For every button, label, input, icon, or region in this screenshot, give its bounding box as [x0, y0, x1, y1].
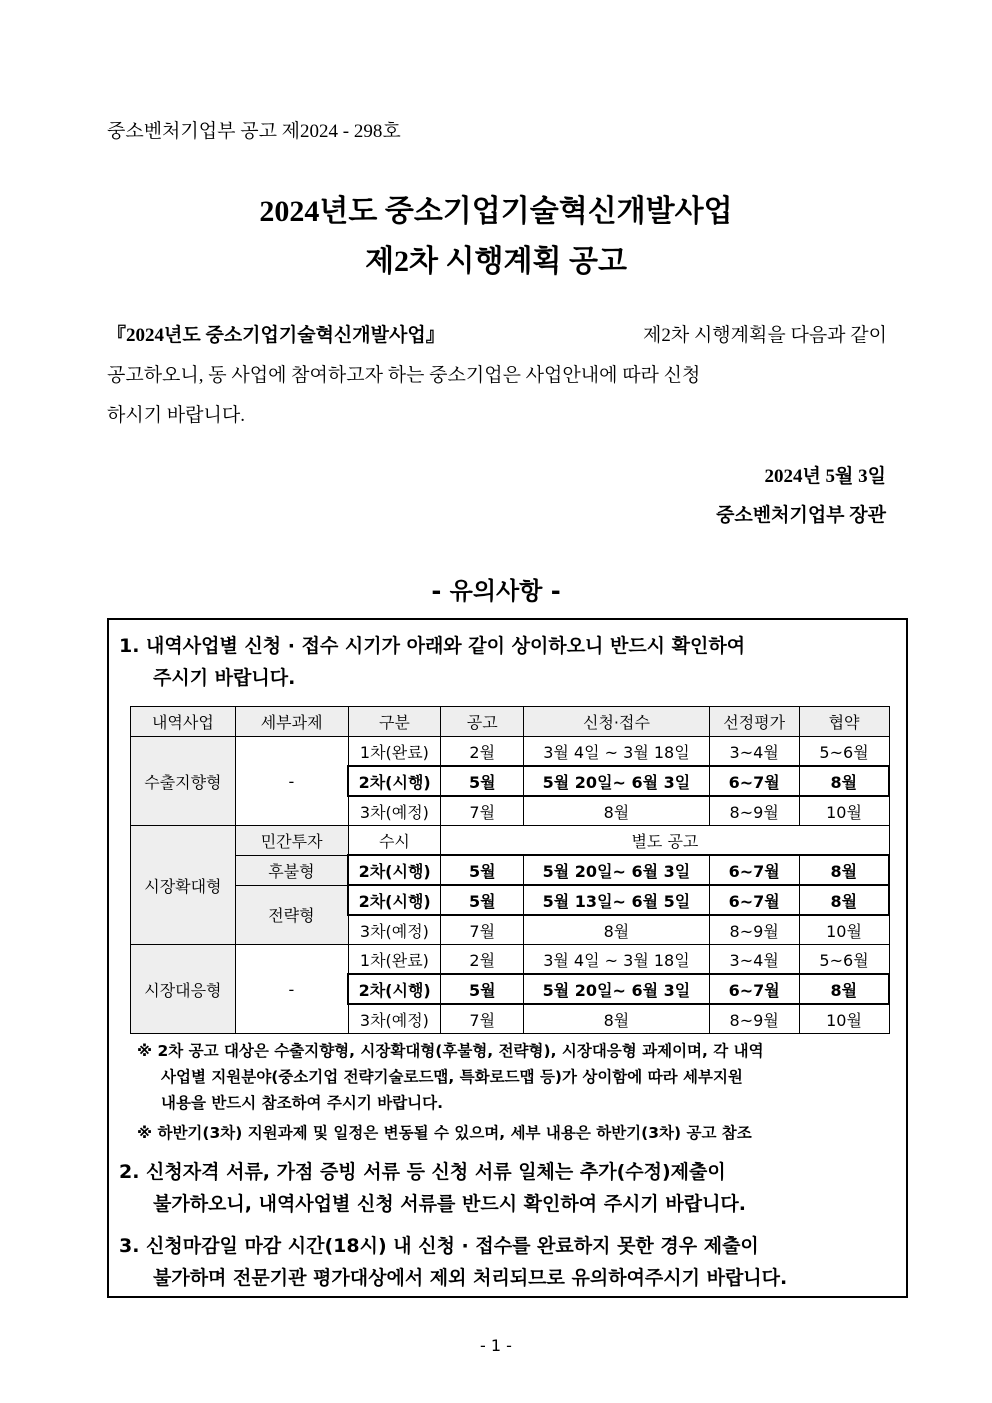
group-cell: 수출지향형 — [131, 737, 236, 826]
table-cell: 별도 공고 — [441, 826, 889, 856]
table-cell: 2차(시행) — [348, 766, 441, 796]
header-cell: 선정평가 — [709, 707, 799, 737]
table-cell: 2차(시행) — [348, 855, 441, 885]
table-cell: 8월 — [799, 974, 889, 1004]
header-cell: 신청·접수 — [524, 707, 710, 737]
table-cell: 6~7월 — [709, 855, 799, 885]
table-row-highlight — [131, 855, 890, 885]
caution-item-2-line-1: 2. 신청자격 서류, 가점 증빙 서류 등 신청 서류 일체는 추가(수정)제출이 — [119, 1161, 726, 1183]
header-cell: 구분 — [348, 707, 441, 737]
schedule-table — [130, 706, 890, 1034]
table-cell: 1차(완료) — [348, 737, 441, 767]
note-1 — [137, 1038, 764, 1116]
table-cell: 2월 — [441, 945, 524, 975]
intro-line-1 — [107, 316, 887, 356]
caution-item-1-line-1: 1. 내역사업별 신청 · 접수 시기가 아래와 같이 상이하오니 반드시 확인하여 — [119, 635, 746, 657]
caution-item-3-line-2: 불가하며 전문기관 평가대상에서 제외 처리되므로 유의하여주시기 바랍니다. — [153, 1267, 788, 1289]
table-row — [131, 945, 890, 975]
table-cell: 8월 — [524, 796, 710, 826]
table-cell: 5월 13일~ 6월 5일 — [524, 885, 710, 915]
page-number: - 1 - — [480, 1336, 512, 1355]
announcement-date: 2024년 5월 3일 — [764, 466, 886, 487]
intro-line-2: 공고하오니, 동 사업에 참여하고자 하는 중소기업은 사업안내에 따라 신청 — [107, 365, 701, 386]
sub-cell: - — [235, 737, 348, 826]
note-1-line-3: 내용을 반드시 참조하여 주시기 바랍니다. — [161, 1094, 444, 1112]
table-cell: 10월 — [799, 796, 889, 826]
notice-number: 중소벤처기업부 공고 제2024 - 298호 — [107, 121, 401, 142]
table-cell: 3차(예정) — [348, 796, 441, 826]
caution-item-2 — [119, 1156, 904, 1220]
group-cell: 시장확대형 — [131, 826, 236, 945]
note-1-line-2: 사업별 지원분야(중소기업 전략기술로드맵, 특화로드맵 등)가 상이함에 따라 세부지원 — [161, 1068, 743, 1086]
table-cell: 3월 4일 ~ 3월 18일 — [524, 945, 710, 975]
table-cell: 5월 — [441, 885, 524, 915]
table-cell: 8~9월 — [709, 1004, 799, 1034]
table-cell: 5월 — [441, 855, 524, 885]
table-cell: 5월 20일~ 6월 3일 — [524, 974, 710, 1004]
table-cell: 3차(예정) — [348, 915, 441, 945]
table-cell: 3~4월 — [709, 945, 799, 975]
caution-item-1 — [119, 630, 904, 694]
table-cell: 5~6월 — [799, 737, 889, 767]
table-cell: 2월 — [441, 737, 524, 767]
table-cell: 6~7월 — [709, 766, 799, 796]
table-cell: 8월 — [799, 855, 889, 885]
table-cell: 8~9월 — [709, 796, 799, 826]
table-row — [131, 826, 890, 856]
note-1-line-1: ※ 2차 공고 대상은 수출지향형, 시장확대형(후불형, 전략형), 시장대응형 과제이며, 각 내역 — [137, 1042, 764, 1060]
caution-item-3 — [119, 1230, 904, 1294]
table-cell: 6~7월 — [709, 974, 799, 1004]
caution-item-1-line-2: 주시기 바랍니다. — [153, 667, 296, 689]
header-cell: 내역사업 — [131, 707, 236, 737]
table-cell: 7월 — [441, 796, 524, 826]
table-cell: 7월 — [441, 1004, 524, 1034]
sub-cell: 후불형 — [235, 855, 348, 885]
table-cell: 5월 — [441, 974, 524, 1004]
intro-paragraph — [107, 316, 887, 436]
sub-cell: 민간투자 — [235, 826, 348, 856]
caution-heading: - 유의사항 - — [431, 577, 561, 605]
table-cell: 1차(완료) — [348, 945, 441, 975]
table-cell: 수시 — [348, 826, 441, 856]
header-cell: 협약 — [799, 707, 889, 737]
issuer-signature: 중소벤처기업부 장관 — [716, 505, 886, 526]
document-title: 2024년도 중소기업기술혁신개발사업 — [259, 195, 733, 228]
table-cell: 5월 — [441, 766, 524, 796]
table-cell: 5~6월 — [799, 945, 889, 975]
table-cell: 8~9월 — [709, 915, 799, 945]
caution-item-3-line-1: 3. 신청마감일 마감 시간(18시) 내 신청 · 접수를 완료하지 못한 경우 제출이 — [119, 1235, 759, 1257]
table-cell: 3월 4일 ~ 3월 18일 — [524, 737, 710, 767]
table-cell: 7월 — [441, 915, 524, 945]
table-cell: 10월 — [799, 915, 889, 945]
program-name: 『2024년도 중소기업기술혁신개발사업』 — [107, 325, 445, 346]
group-cell: 시장대응형 — [131, 945, 236, 1034]
caution-item-2-line-2: 불가하오니, 내역사업별 신청 서류를 반드시 확인하여 주시기 바랍니다. — [153, 1193, 747, 1215]
table-cell: 3~4월 — [709, 737, 799, 767]
intro-line-1-rest: 제2차 시행계획을 다음과 같이 — [643, 325, 887, 346]
header-cell: 세부과제 — [235, 707, 348, 737]
table-cell: 2차(시행) — [348, 885, 441, 915]
note-2: ※ 하반기(3차) 지원과제 및 일정은 변동될 수 있으며, 세부 내용은 하반기(3차) 공고 참조 — [137, 1124, 752, 1142]
document-subtitle: 제2차 시행계획 공고 — [365, 245, 627, 278]
table-cell: 8월 — [799, 766, 889, 796]
table-cell: 8월 — [799, 885, 889, 915]
table-cell: 5월 20일~ 6월 3일 — [524, 855, 710, 885]
table-cell: 10월 — [799, 1004, 889, 1034]
table-cell: 8월 — [524, 1004, 710, 1034]
table-cell: 2차(시행) — [348, 974, 441, 1004]
table-header-row — [131, 707, 890, 737]
table-cell: 3차(예정) — [348, 1004, 441, 1034]
intro-line-3: 하시기 바랍니다. — [107, 405, 245, 426]
table-row — [131, 737, 890, 767]
table-cell: 6~7월 — [709, 885, 799, 915]
sub-cell: 전략형 — [235, 885, 348, 945]
sub-cell: - — [235, 945, 348, 1034]
table-cell: 5월 20일~ 6월 3일 — [524, 766, 710, 796]
table-row-highlight — [131, 885, 890, 915]
header-cell: 공고 — [441, 707, 524, 737]
table-cell: 8월 — [524, 915, 710, 945]
caution-box — [107, 618, 908, 1298]
